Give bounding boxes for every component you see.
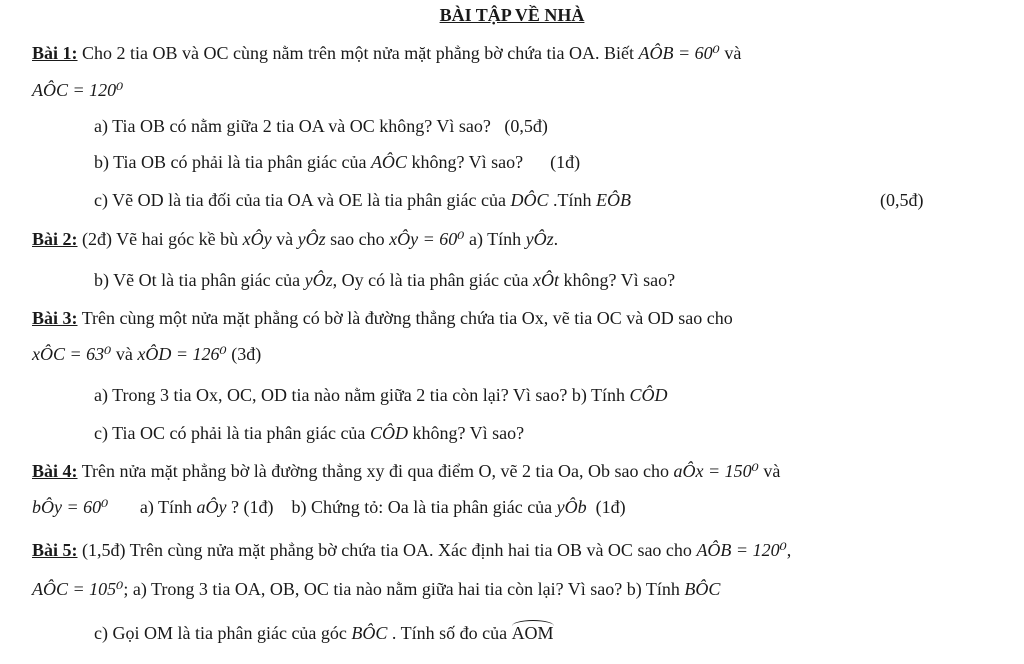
exercise-5-part-c: c) Gọi OM là tia phân giác của góc BÔC . Tính số đo của AOM [94,620,554,644]
exercise-3-intro: Bài 3: Trên cùng một nửa mặt phẳng có bờ là đường thẳng chứa tia Ox, vẽ tia OC và OD sao cho [32,308,733,328]
exercise-3-given: xÔC = 63⁰ và xÔD = 126⁰ (3đ) [32,344,262,364]
exercise-2-intro: Bài 2: (2đ) Vẽ hai góc kề bù xÔy và yÔz sao cho xÔy = 60⁰ a) Tính yÔz. [32,229,559,249]
exercise-1-label: Bài 1: [32,43,78,63]
exercise-1-part-a: a) Tia OB có nằm giữa 2 tia OA và OC không? Vì sao? (0,5đ) [94,116,548,136]
exercise-5-intro: Bài 5: (1,5đ) Trên cùng nửa mặt phẳng bờ chứa tia OA. Xác định hai tia OB và OC sao cho AÔB = 120⁰, [32,540,792,560]
exercise-2-part-b: b) Vẽ Ot là tia phân giác của yÔz, Oy có là tia phân giác của xÔt không? Vì sao? [94,270,676,290]
exercise-4-intro: Bài 4: Trên nửa mặt phẳng bờ là đường thẳng xy đi qua điểm O, vẽ 2 tia Oa, Ob sao cho aÔx = 150⁰ và [32,461,781,481]
exercise-4-given: bÔy = 60⁰ a) Tính aÔy ? (1đ) b) Chứng tỏ: Oa là tia phân giác của yÔb (1đ) [32,497,626,517]
page-title: BÀI TẬP VỀ NHÀ [439,5,585,25]
exercise-4-label: Bài 4: [32,461,78,481]
exercise-1-given: AÔC = 120⁰ [32,80,124,100]
exercise-1-part-c-points: (0,5đ) [880,190,924,210]
exercise-2-label: Bài 2: [32,229,78,249]
exercise-1-part-c: c) Vẽ OD là tia đối của tia OA và OE là tia phân giác của DÔC .Tính EÔB [94,190,632,210]
exercise-1-intro: Bài 1: Cho 2 tia OB và OC cùng nằm trên một nửa mặt phẳng bờ chứa tia OA. Biết AÔB = 60⁰ và [32,43,742,63]
arc-aom: AOM [512,620,554,644]
exercise-3-part-a: a) Trong 3 tia Ox, OC, OD tia nào nằm giữa 2 tia còn lại? Vì sao? b) Tính CÔD [94,385,668,405]
exercise-1-part-b: b) Tia OB có phải là tia phân giác của AÔC không? Vì sao? (1đ) [94,152,581,172]
exercise-5-given: AÔC = 105⁰; a) Trong 3 tia OA, OB, OC tia nào nằm giữa hai tia còn lại? Vì sao? b) Tính BÔC [32,579,721,599]
exercise-5-label: Bài 5: [32,540,78,560]
exercise-3-label: Bài 3: [32,308,78,328]
exercise-3-part-c: c) Tia OC có phải là tia phân giác của CÔD không? Vì sao? [94,423,525,443]
